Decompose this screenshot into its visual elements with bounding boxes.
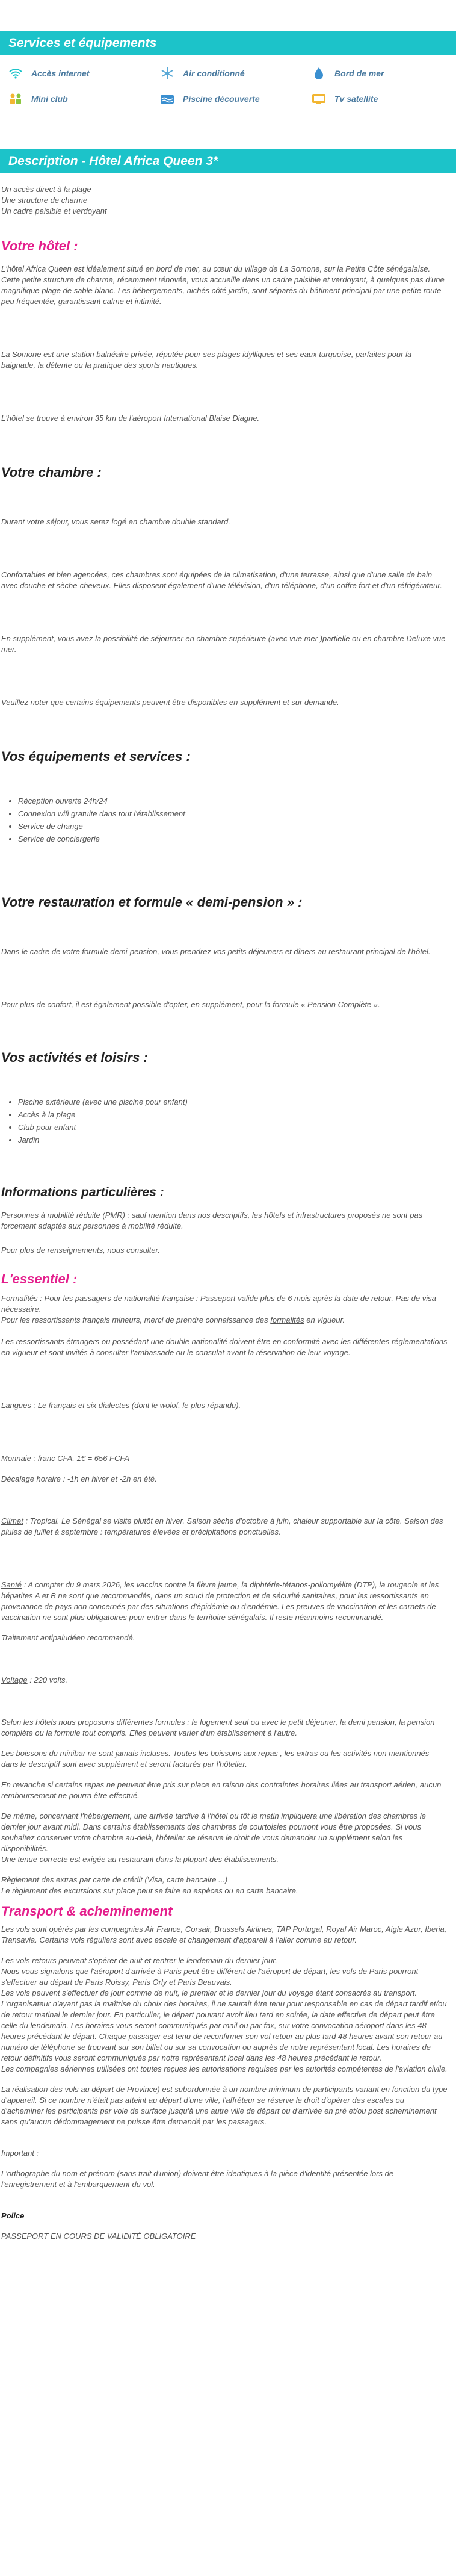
amenity-aircon: Air conditionné <box>160 67 312 79</box>
rules-paragraph: Les boissons du minibar ne sont jamais incluses. Toutes les boissons aux repas , les extras ou les activités non mentionnés dans le descriptif sont avec supplément et seront facturés par l'hôtelier. <box>1 1749 430 1769</box>
room-paragraph: Confortables et bien agencées, ces chambres sont équipées de la climatisation, d'une terrasse, ainsi que d'une salle de bain avec douche et sèche-cheveux. Elles disposent également d'une télévision, d'un téléphone, d'un coffre fort et d'un réfrigérateur. <box>1 570 442 590</box>
wifi-icon <box>8 67 23 79</box>
equipment-heading: Vos équipements et services : <box>1 749 191 764</box>
essential-heading: L'essentiel : <box>1 1271 78 1286</box>
intro-line: Un accès direct à la plage <box>1 185 91 194</box>
activities-heading: Vos activités et loisirs : <box>1 1050 148 1065</box>
formalities-link[interactable]: formalités <box>270 1315 304 1324</box>
description-title: Description - Hôtel Africa Queen 3* <box>8 154 218 168</box>
restaurant-paragraph: Pour plus de confort, il est également possible d'opter, en supplément, pour la formule « Pension Complète ». <box>1 1000 380 1009</box>
room-paragraph: En supplément, vous avez la possibilité de séjourner en chambre supérieure (avec vue mer )partielle ou en chambre Deluxe vue mer. <box>1 634 446 654</box>
rules-paragraph: Une tenue correcte est exigée au restaurant dans la plupart des établissements. <box>1 1855 279 1864</box>
list-item: • Service de change <box>18 820 448 833</box>
passport-text: PASSEPORT EN COURS DE VALIDITÉ OBLIGATOIRE <box>1 2232 196 2241</box>
transport-paragraph: Les vols sont opérés par les compagnies Air France, Corsair, Brussels Airlines, TAP Portugal, Royal Air Maroc, Aigle Azur, Iberia, Transavia. Certains vols réguliers sont avec escale et changement d'appareil à l'aller comme au retour. <box>1 1925 447 1944</box>
room-paragraph: Durant votre séjour, vous serez logé en chambre double standard. <box>1 517 230 526</box>
list-item: • Jardin <box>18 1134 448 1146</box>
amenity-miniclub: Mini club <box>8 93 160 105</box>
info-paragraph: Personnes à mobilité réduite (PMR) : sauf mention dans nos descriptifs, les hôtels et infrastructures proposés ne sont pas forcement adaptés aux personnes à mobilité réduite. <box>1 1211 423 1231</box>
list-item: • Réception ouverte 24h/24 <box>18 795 448 807</box>
tv-icon <box>312 93 326 105</box>
services-title: Services et équipements <box>8 36 157 50</box>
activities-list <box>1 1096 448 1146</box>
kids-club-icon <box>8 93 23 105</box>
formalities-minors: Pour les ressortissants français mineurs, merci de prendre connaissance des formalités en vigueur. <box>1 1315 345 1324</box>
list-item: • Club pour enfant <box>18 1121 448 1134</box>
amenities-grid <box>0 55 456 105</box>
page <box>0 31 456 2242</box>
list-item: • Service de conciergerie <box>18 833 448 845</box>
transport-paragraph: Les compagnies aériennes utilisées ont toutes reçues les autorisations requises par les autorités compétentes de l'aviation civile. <box>1 2064 448 2073</box>
foreigners-paragraph: Les ressortissants étrangers ou possédant une double nationalité doivent être en conformité avec les différentes réglementations en vigueur et sont invités à consulter l'ambassade ou le consulat avant la réservation de leur voyage. <box>1 1337 448 1357</box>
transport-paragraph: Nous vous signalons que l'aéroport d'arrivée à Paris peut être différent de l'aéroport de départ, les vols de Paris pourront s'effectuer au départ de Paris Roissy, Paris Orly et Paris Beauvais. <box>1 1967 419 1987</box>
transport-paragraph: L'orthographe du nom et prénom (sans trait d'union) doivent être identiques à la pièce d'identité présentée lors de l'enregistrement et à l'embarquement du vol. <box>1 2169 394 2189</box>
hotel-paragraph: La Somone est une station balnéaire privée, réputée pour ses plages idylliques et ses eaux turquoise, parfaites pour la baignade, la détente ou la pratique des sports nautiques. <box>1 350 412 370</box>
police-label: Police <box>1 2211 25 2220</box>
intro-line: Un cadre paisible et verdoyant <box>1 206 107 216</box>
health-paragraph-2: Traitement antipaludéen recommandé. <box>1 1633 135 1642</box>
room-paragraph: Veuillez noter que certains équipements peuvent être disponibles en supplément et sur demande. <box>1 698 339 707</box>
timezone-paragraph: Décalage horaire : -1h en hiver et -2h en été. <box>1 1474 157 1483</box>
hotel-paragraph: L'hôtel Africa Queen est idéalement situé en bord de mer, au cœur du village de La Somone, sur la Petite Côte sénégalaise. Cette petite structure de charme, récemment rénovée, vous accueille dans un cadre paisible et verdoyant, à quelques pas d'une magnifique plage de sable blanc. Les hébergements, nichés côté jardin, sont séparés du bâtiment principal par une petite route peu fréquentée, garantissant calme et intimité. <box>1 264 445 306</box>
room-heading: Votre chambre : <box>1 465 102 480</box>
amenity-internet: Accès internet <box>8 67 160 79</box>
hotel-heading: Votre hôtel : <box>1 238 78 253</box>
amenity-seaside: Bord de mer <box>312 67 456 79</box>
transport-paragraph: La réalisation des vols au départ de Province) est subordonnée à un nombre minimum de participants variant en fonction du type d'appareil. Si ce nombre n'était pas atteint au départ d'une ville, l'affréteur se réserve le droit d'opérer des escales ou d'acheminer les participants par voie de surface jusqu'à une autre ville de départ ou d'arrivée en pré et/ou post acheminement sans qu'aucun dédommagement ne puisse être demandé par les passagers. <box>1 2085 448 2126</box>
restaurant-heading: Votre restauration et formule « demi-pension » : <box>1 895 303 910</box>
transport-heading: Transport & acheminement <box>1 1904 173 1919</box>
amenity-tv: Tv satellite <box>312 93 456 105</box>
rules-paragraph: Le règlement des excursions sur place peut se faire en espèces ou en carte bancaire. <box>1 1886 298 1895</box>
pool-icon <box>160 93 174 105</box>
list-item: • Connexion wifi gratuite dans tout l'établissement <box>18 807 448 820</box>
amenity-pool: Piscine découverte <box>160 93 312 105</box>
info-heading: Informations particulières : <box>1 1185 164 1199</box>
transport-paragraph: Les vols retours peuvent s'opérer de nuit et rentrer le lendemain du dernier jour. <box>1 1956 277 1965</box>
important-label: Important : <box>1 2149 39 2158</box>
water-drop-icon <box>312 67 326 79</box>
description-header <box>0 149 456 173</box>
services-header <box>0 31 456 55</box>
languages-paragraph: Langues : Le français et six dialectes (dont le wolof, le plus répandu). <box>1 1401 241 1410</box>
health-paragraph: Santé : A compter du 9 mars 2026, les vaccins contre la fièvre jaune, la diphtérie-tétanos-poliomyélite (DTP), la rougeole et les hépatites A et B ne sont que recommandés, dans un souci de protection et de sécurité sanitaires, pour les ressortissants en provenance de pays non concernés par des situations d'épidémie ou d'endémie. Les preuves de vaccination et les carnets de vaccination ne sont plus obligatoires pour entrer dans le territoire sénégalais. Il reste néanmoins recommandé. <box>1 1580 439 1622</box>
formalities-paragraph: Formalités : Pour les passagers de nationalité française : Passeport valide plus de 6 mois après la date de retour. Pas de visa nécessaire. <box>1 1294 436 1314</box>
voltage-paragraph: Voltage : 220 volts. <box>1 1675 68 1684</box>
list-item: • Accès à la plage <box>18 1108 448 1121</box>
list-item: • Piscine extérieure (avec une piscine pour enfant) <box>18 1096 448 1108</box>
description-content <box>0 173 456 2242</box>
rules-paragraph: Selon les hôtels nous proposons différentes formules : le logement seul ou avec le petit déjeuner, la demi pension, la pension complète ou la formule tout compris. Elles peuvent varier d'un établissement à l'autre. <box>1 1718 435 1737</box>
intro-line: Une structure de charme <box>1 196 88 205</box>
restaurant-paragraph: Dans le cadre de votre formule demi-pension, vous prendrez vos petits déjeuners et dîners au restaurant principal de l'hôtel. <box>1 947 431 956</box>
rules-paragraph: En revanche si certains repas ne peuvent être pris sur place en raison des contraintes horaires liées au transport aérien, aucun remboursement ne pourra être effectué. <box>1 1780 442 1800</box>
climate-paragraph: Climat : Tropical. Le Sénégal se visite plutôt en hiver. Saison sèche d'octobre à juin, chaleur supportable sur la côte. Saison des pluies de juillet à septembre : températures élevées et précipitations ponctuelles. <box>1 1516 443 1536</box>
formalities-label: Formalités <box>1 1294 38 1303</box>
snowflake-icon <box>160 67 174 79</box>
rules-paragraph: De même, concernant l'hébergement, une arrivée tardive à l'hôtel ou tôt le matin impliquera une libération des chambres le dernier jour avant midi. Dans certains établissements des chambres de courtoisies pourront vous être proposées. Si vous souhaitez conserver votre chambre au-delà, l'hôtelier se réserve le droit de vous demander un supplément selon les disponibilités. <box>1 1811 426 1853</box>
info-paragraph: Pour plus de renseignements, nous consulter. <box>1 1246 161 1255</box>
hotel-paragraph: L'hôtel se trouve à environ 35 km de l'aéroport International Blaise Diagne. <box>1 414 260 423</box>
equipment-list <box>1 795 448 845</box>
rules-paragraph: Règlement des extras par carte de crédit (Visa, carte bancaire ...) <box>1 1875 228 1884</box>
transport-paragraph: Les vols peuvent s'effectuer de jour comme de nuit, le premier et le dernier jour du voyage étant consacrés au transport. L'organisateur n'ayant pas la maîtrise du choix des horaires, il ne saurait être tenu pour responsable en cas de départ tardif et/ou de retour matinal le dernier jour. En particulier, le départ pouvant avoir lieu tard en soirée, la date effective de départ peut être celle du lendemain. Les horaires vous seront communiqués par mail ou par fax, sur votre convocation aéroport dans les 48 heures précédant le départ. Chaque passager est tenu de reconfirmer son vol retour au plus tard 48 heures avant son retour au numéro de téléphone se trouvant sur son billet ou sur sa convocation ou auprès de notre représentant local. Les horaires de retour définitifs vous seront communiqués par notre représentant local dans les 48 heures précédant le retour. <box>1 1988 447 2062</box>
currency-paragraph: Monnaie : franc CFA. 1€ = 656 FCFA <box>1 1454 130 1463</box>
